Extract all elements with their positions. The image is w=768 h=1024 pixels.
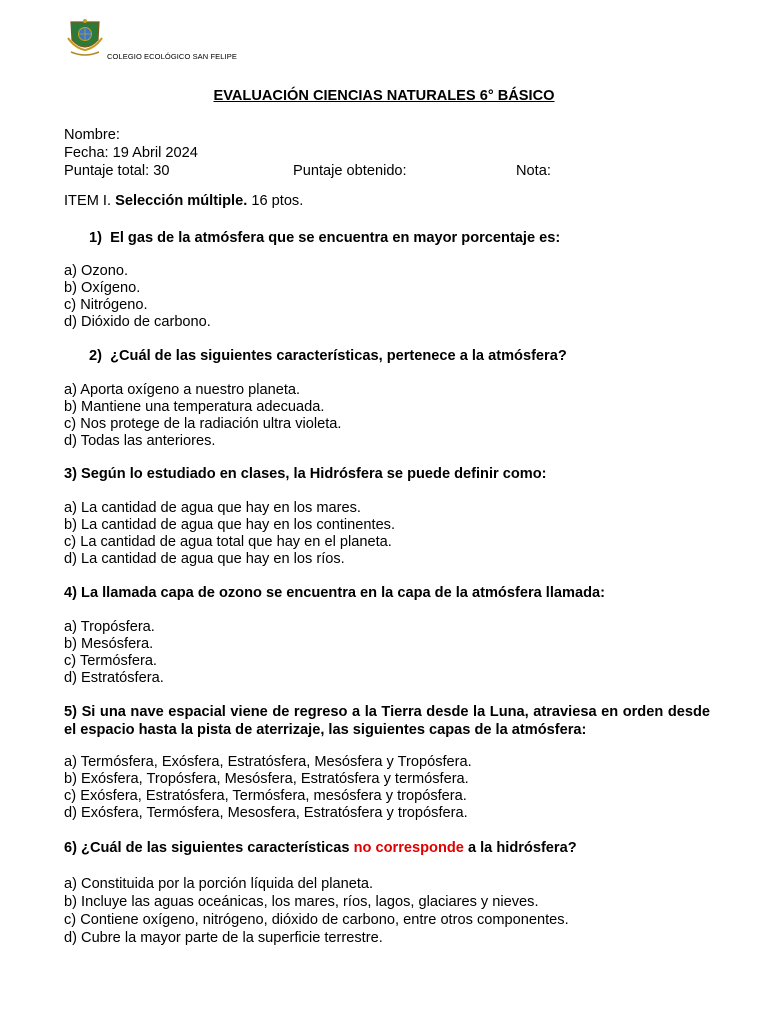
question-number: 4) xyxy=(64,585,77,601)
option: d) La cantidad de agua que hay en los ríos. xyxy=(64,551,345,567)
option: a) La cantidad de agua que hay en los mares. xyxy=(64,500,361,516)
question-highlight: no corresponde xyxy=(353,840,464,856)
school-logo xyxy=(65,18,105,60)
question-3 xyxy=(64,466,547,483)
option: d) Exósfera, Termósfera, Mesosfera, Estratósfera y tropósfera. xyxy=(64,805,468,821)
option: b) Incluye las aguas oceánicas, los mares, ríos, lagos, glaciares y nieves. xyxy=(64,894,539,910)
option: b) Mesósfera. xyxy=(64,636,154,652)
option: a) Termósfera, Exósfera, Estratósfera, Mesósfera y Tropósfera. xyxy=(64,754,472,770)
question-1 xyxy=(89,230,560,247)
option: c) Termósfera. xyxy=(64,653,157,669)
question-text: El gas de la atmósfera que se encuentra en mayor porcentaje es: xyxy=(110,230,561,246)
question-text-before: ¿Cuál de las siguientes características xyxy=(81,840,350,856)
option: c) Contiene oxígeno, nitrógeno, dióxido de carbono, entre otros componentes. xyxy=(64,912,569,928)
question-5 xyxy=(64,703,710,739)
school-name: COLEGIO ECOLÓGICO SAN FELIPE xyxy=(107,52,237,61)
option: d) Dióxido de carbono. xyxy=(64,314,211,330)
date-label: Fecha: 19 Abril 2024 xyxy=(64,145,198,161)
option: b) Mantiene una temperatura adecuada. xyxy=(64,399,325,415)
question-text: La llamada capa de ozono se encuentra en la capa de la atmósfera llamada: xyxy=(81,585,605,601)
option: a) Aporta oxígeno a nuestro planeta. xyxy=(64,382,301,398)
option: a) Tropósfera. xyxy=(64,619,155,635)
option: a) Constituida por la porción líquida del planeta. xyxy=(64,876,374,892)
option: b) Oxígeno. xyxy=(64,280,141,296)
question-4 xyxy=(64,585,605,602)
question-number: 2) xyxy=(89,348,102,364)
item-prefix: ITEM I. xyxy=(64,193,112,209)
grade-label: Nota: xyxy=(516,163,551,179)
question-number: 5) xyxy=(64,704,77,720)
question-number: 6) xyxy=(64,840,77,856)
option: b) Exósfera, Tropósfera, Mesósfera, Estratósfera y termósfera. xyxy=(64,771,469,787)
option: d) Cubre la mayor parte de la superficie terrestre. xyxy=(64,930,383,946)
option: c) Nitrógeno. xyxy=(64,297,148,313)
question-text-after: a la hidrósfera? xyxy=(467,840,577,856)
question-number: 3) xyxy=(64,466,77,482)
total-score-label: Puntaje total: 30 xyxy=(64,163,170,179)
name-label: Nombre: xyxy=(64,127,120,143)
page-title: EVALUACIÓN CIENCIAS NATURALES 6° BÁSICO xyxy=(213,88,555,104)
option: c) Nos protege de la radiación ultra violeta. xyxy=(64,416,342,432)
question-text: ¿Cuál de las siguientes características, pertenece a la atmósfera? xyxy=(110,348,567,364)
question-text: Si una nave espacial viene de regreso a la Tierra desde la Luna, atraviesa en orden desde el espacio hasta la pista de aterrizaje, las siguientes capas de la atmósfera: xyxy=(64,704,711,738)
question-text: Según lo estudiado en clases, la Hidrósfera se puede definir como: xyxy=(81,466,547,482)
option: b) La cantidad de agua que hay en los continentes. xyxy=(64,517,396,533)
question-2 xyxy=(89,348,567,365)
option: a) Ozono. xyxy=(64,263,129,279)
question-number: 1) xyxy=(89,230,102,246)
item-title: Selección múltiple. xyxy=(115,193,248,209)
option: c) La cantidad de agua total que hay en el planeta. xyxy=(64,534,392,550)
option: d) Todas las anteriores. xyxy=(64,433,216,449)
option: c) Exósfera, Estratósfera, Termósfera, mesósfera y tropósfera. xyxy=(64,788,467,804)
question-6 xyxy=(64,840,577,857)
option: d) Estratósfera. xyxy=(64,670,164,686)
obtained-score-label: Puntaje obtenido: xyxy=(293,163,407,179)
item-points: 16 ptos. xyxy=(251,193,304,209)
item-heading xyxy=(64,193,303,210)
